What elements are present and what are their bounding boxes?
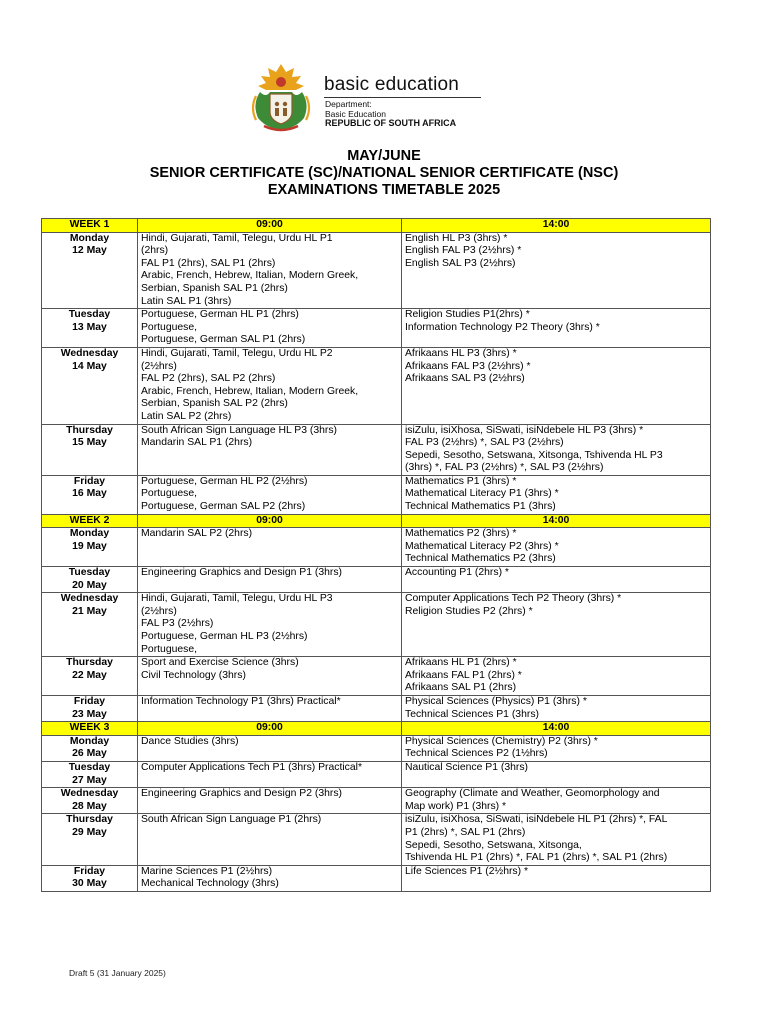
exam-entry: Technical Sciences P1 (3hrs) [405,708,539,720]
day-date: 26 May [72,748,107,760]
day-name: Thursday [66,657,113,669]
exam-entry: Religion Studies P1(2hrs) * [405,309,530,321]
day-row [42,695,711,721]
exam-entry: Physical Sciences (Physics) P1 (3hrs) * [405,695,587,707]
day-date: 13 May [72,321,107,333]
day-name: Monday [69,528,110,540]
exam-entry: Portuguese, German HL P2 (2½hrs) [141,475,308,487]
exam-entry: Arabic, French, Hebrew, Italian, Modern Greek, [141,385,359,397]
exam-entry: Information Technology P1 (3hrs) Practical* [141,695,341,707]
pm-session-cell [402,593,711,657]
day-name: Wednesday [60,788,119,800]
exam-entry: Portuguese, [141,643,198,655]
pm-session-cell [402,657,711,696]
exam-entry: Serbian, Spanish SAL P1 (2hrs) [141,282,288,294]
exam-entry: Technical Mathematics P2 (3hrs) [405,553,556,565]
exam-entry: Afrikaans FAL P1 (2hrs) * [405,669,522,681]
exam-entry: Mandarin SAL P1 (2hrs) [141,437,253,449]
exam-entry: Mathematical Literacy P1 (3hrs) * [405,488,559,500]
day-row [42,309,711,348]
day-cell [42,761,138,787]
day-cell [42,814,138,865]
day-row [42,865,711,891]
day-date: 29 May [72,826,107,838]
day-row [42,593,711,657]
dept-line-country: REPUBLIC OF SOUTH AFRICA [325,118,457,128]
day-date: 30 May [72,878,107,890]
day-row [42,788,711,814]
exam-entry: Mathematical Literacy P2 (3hrs) * [405,540,559,552]
week-label: WEEK 2 [42,514,138,528]
day-date: 12 May [72,245,107,257]
pm-session-cell [402,695,711,721]
exam-entry: Engineering Graphics and Design P2 (3hrs) [141,788,342,800]
exam-entry: Hindi, Gujarati, Tamil, Telegu, Urdu HL P3 [141,593,333,605]
exam-entry: Dance Studies (3hrs) [141,735,239,747]
day-cell [42,593,138,657]
exam-entry: English FAL P3 (2½hrs) * [405,245,522,257]
am-session-cell [138,657,402,696]
exam-entry: FAL P3 (2½hrs) [141,618,214,630]
day-name: Friday [73,865,106,877]
exam-entry: Map work) P1 (3hrs) * [405,800,507,812]
day-cell [42,695,138,721]
exam-entry: Religion Studies P2 (2hrs) * [405,605,533,617]
title-line: EXAMINATIONS TIMETABLE 2025 [267,182,501,198]
exam-entry: Computer Applications Tech P2 Theory (3hrs) * [405,593,622,605]
exam-entry: Civil Technology (3hrs) [141,669,246,681]
exam-entry: Sepedi, Sesotho, Setswana, Xitsonga, Tshivenda HL P3 [405,449,663,461]
session-am-header: 09:00 [138,722,402,736]
pm-session-cell [402,567,711,593]
am-session-cell [138,528,402,567]
exam-entry: (2½hrs) [141,360,177,372]
coat-of-arms-icon [248,62,314,134]
exam-entry: FAL P3 (2½hrs) *, SAL P3 (2½hrs) [405,437,564,449]
am-session-cell [138,814,402,865]
exam-entry: Mathematics P2 (3hrs) * [405,528,517,540]
day-name: Friday [73,475,106,487]
day-date: 28 May [72,800,107,812]
day-name: Tuesday [68,309,111,321]
pm-session-cell [402,788,711,814]
exam-entry: South African Sign Language P1 (2hrs) [141,814,322,826]
exam-entry: Portuguese, German HL P3 (2½hrs) [141,631,308,642]
day-date: 21 May [72,605,107,617]
exam-entry: Mechanical Technology (3hrs) [141,878,279,890]
title-line: SENIOR CERTIFICATE (SC)/NATIONAL SENIOR CERTIFICATE (NSC) [149,165,619,181]
exam-entry: isiZulu, isiXhosa, SiSwati, isiNdebele HL P3 (3hrs) * [405,424,644,436]
week-label: WEEK 3 [42,722,138,736]
day-date: 20 May [72,579,107,591]
day-row [42,475,711,514]
day-date: 15 May [72,437,107,449]
am-session-cell [138,232,402,309]
pm-session-cell [402,347,711,424]
exam-entry: Serbian, Spanish SAL P2 (2hrs) [141,398,288,410]
department-logo [248,62,488,134]
day-row [42,424,711,475]
day-cell [42,865,138,891]
exam-entry: Marine Sciences P1 (2½hrs) [141,865,273,877]
exam-entry: Latin SAL P1 (3hrs) [141,295,232,307]
exam-entry: (3hrs) *, FAL P3 (2½hrs) *, SAL P3 (2½hrs) [405,462,604,474]
day-name: Monday [69,735,110,747]
session-pm-header: 14:00 [402,722,711,736]
day-row [42,814,711,865]
day-row [42,735,711,761]
day-row [42,761,711,787]
day-cell [42,735,138,761]
exam-entry: Portuguese, German SAL P2 (2hrs) [141,501,306,513]
session-am-header: 09:00 [138,514,402,528]
day-date: 19 May [72,540,107,552]
pm-session-cell [402,761,711,787]
session-am-header: 09:00 [138,219,402,233]
day-name: Tuesday [68,567,111,579]
am-session-cell [138,865,402,891]
brand-name: basic education [324,74,460,95]
day-cell [42,657,138,696]
pm-session-cell [402,424,711,475]
day-date: 16 May [72,488,107,500]
exam-entry: Physical Sciences (Chemistry) P2 (3hrs) * [405,735,598,747]
am-session-cell [138,347,402,424]
exam-entry: Portuguese, [141,321,198,333]
day-cell [42,567,138,593]
exam-entry: Afrikaans SAL P3 (2½hrs) [405,373,525,385]
exam-entry: South African Sign Language HL P3 (3hrs) [141,424,338,436]
exam-entry: isiZulu, isiXhosa, SiSwati, isiNdebele HL P1 (2hrs) *, FAL [405,814,668,826]
am-session-cell [138,761,402,787]
pm-session-cell [402,475,711,514]
exam-entry: Hindi, Gujarati, Tamil, Telegu, Urdu HL P2 [141,347,333,359]
exam-entry: Engineering Graphics and Design P1 (3hrs) [141,567,342,579]
exam-entry: Computer Applications Tech P1 (3hrs) Practical* [141,761,362,773]
day-name: Thursday [66,424,113,436]
pm-session-cell [402,735,711,761]
exam-entry: Portuguese, German HL P1 (2hrs) [141,309,299,321]
day-date: 14 May [72,360,107,372]
exam-entry: Hindi, Gujarati, Tamil, Telegu, Urdu HL P1 [141,232,333,244]
exam-entry: English HL P3 (3hrs) * [405,232,508,244]
exam-entry: Sport and Exercise Science (3hrs) [141,657,299,669]
day-row [42,232,711,309]
department-text [325,100,456,129]
pm-session-cell [402,309,711,348]
am-session-cell [138,593,402,657]
am-session-cell [138,695,402,721]
week-header-row [42,722,711,736]
exam-timetable [41,218,711,892]
exam-entry: Latin SAL P2 (2hrs) [141,410,232,422]
day-cell [42,475,138,514]
exam-entry: Life Sciences P1 (2½hrs) * [405,865,529,877]
day-date: 22 May [72,669,107,681]
day-row [42,528,711,567]
exam-entry: Mathematics P1 (3hrs) * [405,475,517,487]
exam-entry: Geography (Climate and Weather, Geomorphology and [405,788,660,800]
day-cell [42,424,138,475]
exam-entry: Afrikaans HL P3 (3hrs) * [405,347,517,359]
session-pm-header: 14:00 [402,219,711,233]
exam-entry: English SAL P3 (2½hrs) [405,257,516,269]
exam-entry: Portuguese, [141,488,198,500]
exam-entry: Nautical Science P1 (3hrs) [405,761,529,773]
day-cell [42,788,138,814]
dept-line: Department: [325,99,372,109]
day-cell [42,347,138,424]
pm-session-cell [402,814,711,865]
day-row [42,347,711,424]
day-cell [42,309,138,348]
am-session-cell [138,735,402,761]
day-name: Friday [73,695,106,707]
day-date: 23 May [72,708,107,720]
exam-entry: Technical Sciences P2 (1½hrs) [405,748,548,760]
day-row [42,657,711,696]
exam-entry: FAL P1 (2hrs), SAL P1 (2hrs) [141,257,276,269]
exam-entry: Afrikaans FAL P3 (2½hrs) * [405,360,531,372]
dept-line: Basic Education [325,108,386,119]
exam-entry: FAL P2 (2hrs), SAL P2 (2hrs) [141,373,276,385]
exam-entry: (2hrs) [141,245,169,257]
week-label: WEEK 1 [42,219,138,233]
week-header-row [42,219,711,233]
timetable-body [42,219,711,892]
day-name: Wednesday [60,347,119,359]
exam-entry: Afrikaans HL P1 (2hrs) * [405,657,517,669]
day-name: Thursday [66,814,113,826]
week-header-row [42,514,711,528]
pm-session-cell [402,232,711,309]
exam-entry: Portuguese, German SAL P1 (2hrs) [141,334,306,346]
day-row [42,567,711,593]
day-name: Tuesday [68,761,111,773]
exam-entry: Accounting P1 (2hrs) * [405,567,509,579]
session-pm-header: 14:00 [402,514,711,528]
brand-divider [324,97,481,98]
am-session-cell [138,424,402,475]
day-cell [42,232,138,309]
am-session-cell [138,567,402,593]
exam-entry: Technical Mathematics P1 (3hrs) [405,501,556,513]
exam-entry: Information Technology P2 Theory (3hrs) * [405,321,600,333]
day-date: 27 May [72,774,107,786]
exam-entry: Afrikaans SAL P1 (2hrs) [405,682,517,694]
exam-entry: Tshivenda HL P1 (2hrs) *, FAL P1 (2hrs) *, SAL P1 (2hrs) [405,852,668,864]
pm-session-cell [402,865,711,891]
day-name: Wednesday [60,593,119,605]
exam-entry: Mandarin SAL P2 (2hrs) [141,528,253,540]
day-name: Monday [69,232,110,244]
am-session-cell [138,475,402,514]
draft-footer: Draft 5 (31 January 2025) [69,968,166,978]
exam-entry: Arabic, French, Hebrew, Italian, Modern Greek, [141,270,359,282]
exam-entry: (2½hrs) [141,605,177,617]
exam-entry: Sepedi, Sesotho, Setswana, Xitsonga, [405,839,582,851]
page-title [0,148,768,199]
title-line: MAY/JUNE [347,148,421,164]
exam-entry: P1 (2hrs) *, SAL P1 (2hrs) [405,826,526,838]
day-cell [42,528,138,567]
pm-session-cell [402,528,711,567]
am-session-cell [138,788,402,814]
am-session-cell [138,309,402,348]
